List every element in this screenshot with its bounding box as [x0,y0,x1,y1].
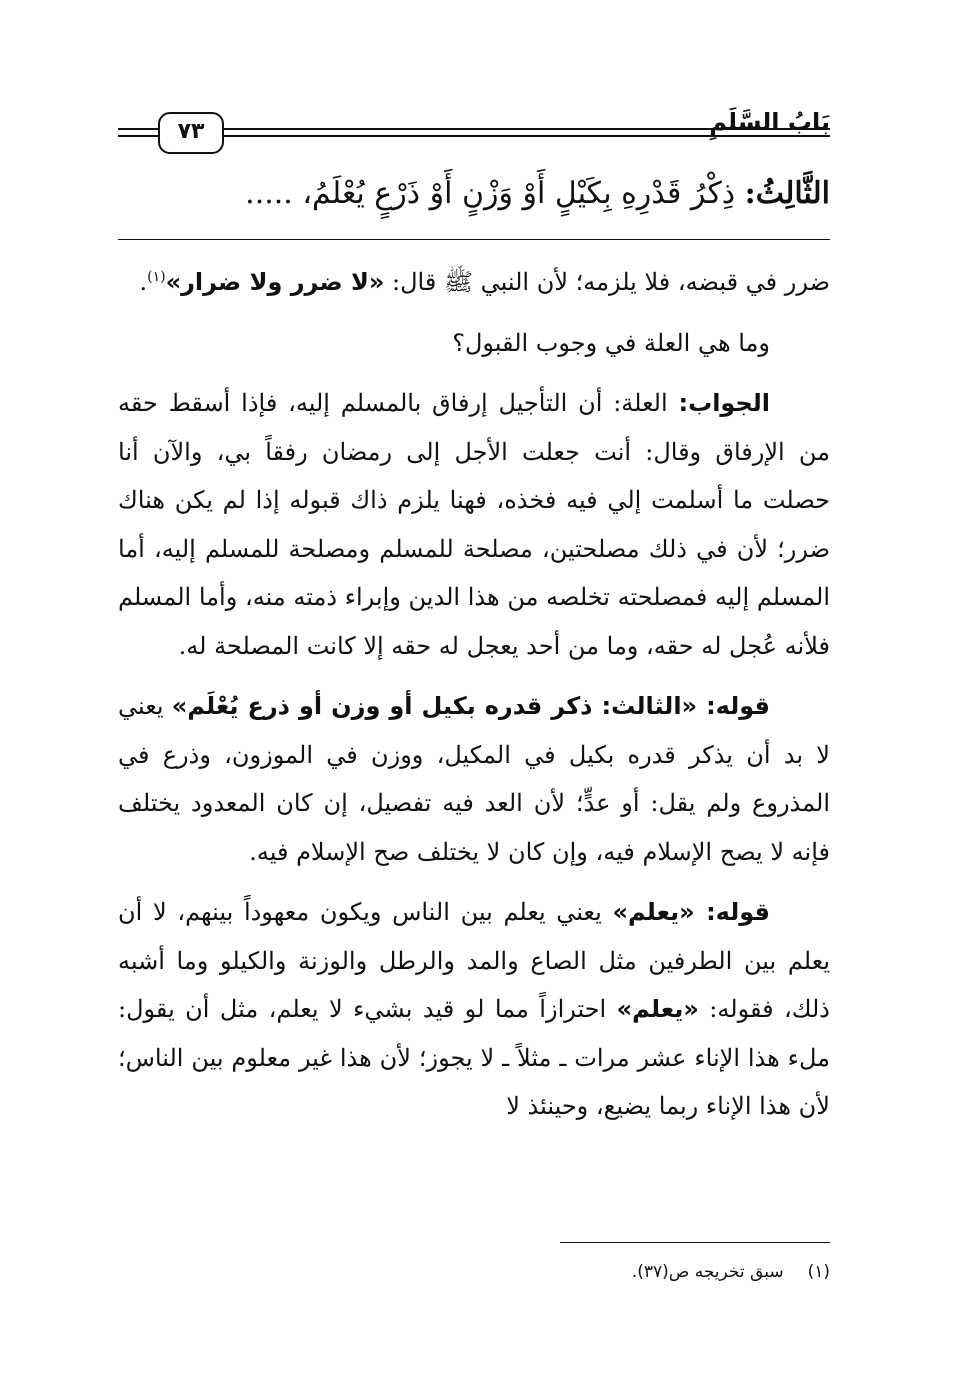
matn-text: ذِكْرُ قَدْرِهِ بِكَيْلٍ أَوْ وَزْنٍ أَوْ ذَرْعٍ يُعْلَمُ، ..... [245,176,736,211]
matn-divider [118,239,830,240]
matn-quote: «يعلم» [616,995,699,1023]
paragraph-text: يعني يعلم بين الناس ويكون معهوداً بينهم، لا أن يعلم بين الطرفين مثل الصاع والمد والرطل والوزنة والكيلو وما أشبه ذلك، فقوله: [118,898,830,1023]
hadith-quote: «لا ضرر ولا ضرار» [165,268,385,296]
footnote-text: سبق تخريجه ص(٣٧). [631,1262,784,1282]
paragraph [118,319,830,368]
paragraph [118,379,830,670]
paragraph [118,258,830,307]
matn-quote: «يعلم» [612,898,707,926]
qawluh-label: قوله: [706,692,770,720]
answer-label: الجواب: [678,389,771,417]
paragraph-text: يعني لا بد أن يذكر قدره بكيل في المكيل، ووزن في الموزون، وذرع في المذروع ولم يقل: أو عدٍّ؛ لأن العد فيه تفصيل، إن كان المعدود يختلف فإنه لا يصح الإسلام فيه، وإن كان لا يختلف صح الإسلام فيه. [118,692,830,866]
paragraph [118,682,830,876]
page-header [118,108,830,156]
paragraph [118,888,830,1131]
question-text: وما هي العلة في وجوب القبول؟ [452,328,770,357]
running-title: بَابُ السَّلَمِ [709,108,830,136]
paragraph-text: ضرر في قبضه، فلا يلزمه؛ لأن النبي ﷺ قال: [384,268,830,296]
matn-quote: «الثالث: ذكر قدره بكيل أو وزن أو ذرع يُعْلَم» [171,692,707,720]
matn-line [118,168,830,220]
footnote-ref: (١) [147,269,166,285]
header-rule [118,135,158,137]
paragraph-text: العلة: أن التأجيل إرفاق بالمسلم إليه، فإذا أسقط حقه من الإرفاق وقال: أنت جعلت الأجل إلى رمضان رفقاً بي، والآن أنا حصلت ما أسلمت إلي فيه فخذه، فهنا يلزم ذاك قبوله إذا لم يكن هناك ضرر؛ لأن في ذلك مصلحتين، مصلحة للمسلم ومصلحة للمسلم إليه، أما المسلم إليه فمصلحته تخلصه من هذا الدين وإبراء ذمته منه، وأما المسلم فلأنه عُجل له حقه، وما من أحد يعجل له حقه إلا كانت المصلحة له. [118,389,831,660]
footnote-divider [560,1242,830,1243]
footnote-number: (١) [807,1262,830,1282]
qawluh-label: قوله: [706,898,770,926]
commentary-body [118,258,830,1143]
footnote [118,1258,830,1286]
paragraph-text: احترازاً مما لو قيد بشيء لا يعلم، مثل أن يقول: ملء هذا الإناء عشر مرات ـ مثلاً ـ لا يجوز؛ لأن هذا غير معلوم بين الناس؛ لأن هذا الإناء ربما يضيع، وحينئذ لا [118,995,830,1120]
paragraph-text: . [139,268,148,296]
header-rule [118,128,158,130]
matn-label: الثَّالِثُ: [744,176,830,211]
page-number: ٧٣ [158,112,224,154]
